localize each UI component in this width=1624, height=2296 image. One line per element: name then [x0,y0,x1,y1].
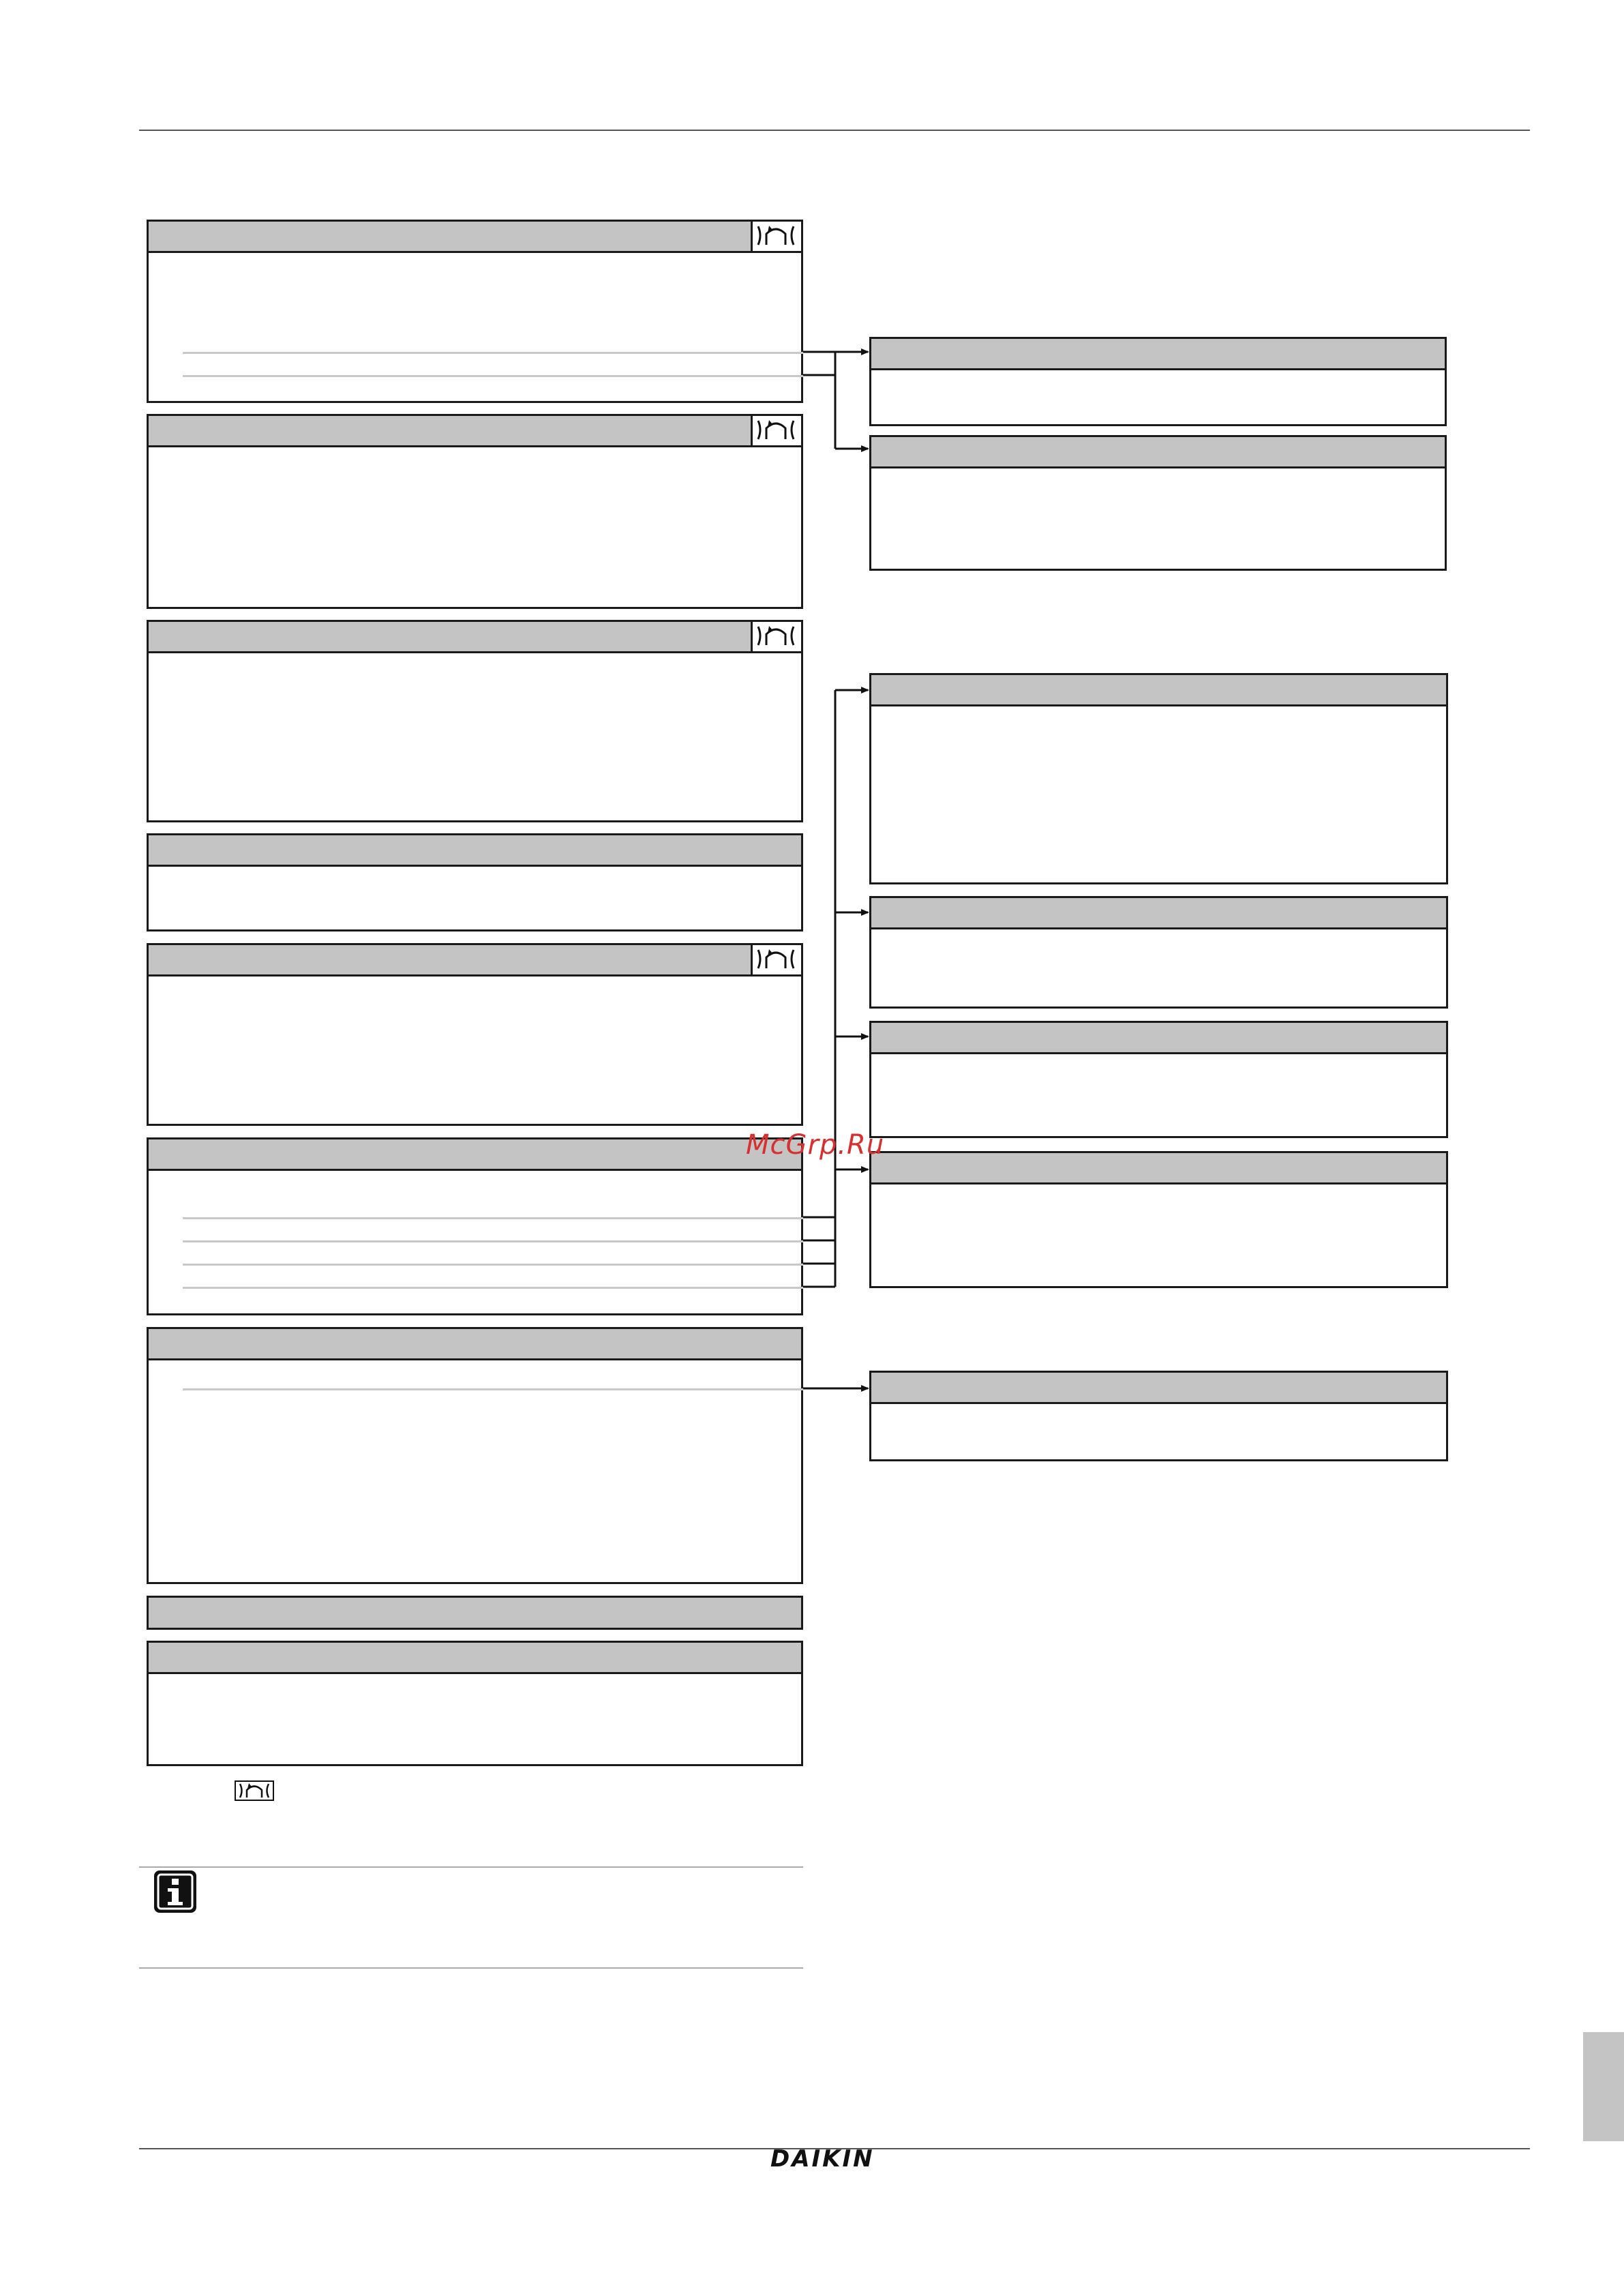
side-thumb-tab [1583,2032,1624,2141]
watermark: McGrp.Ru [746,1129,885,1161]
daikin-logo: DAIKIN [770,2145,875,2173]
information-icon [153,1869,198,1914]
remote-controller-icon [235,1780,274,1801]
note-bottom-rule [139,1967,803,1969]
note-top-rule [139,1866,803,1868]
